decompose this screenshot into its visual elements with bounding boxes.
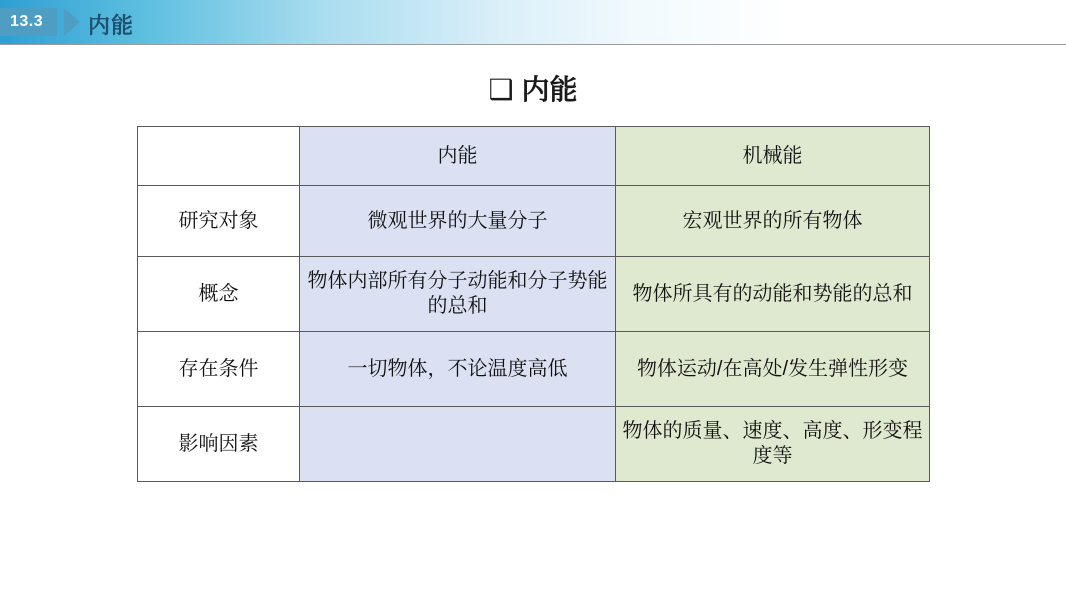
table-row <box>138 332 930 407</box>
row-label-research-object: 研究对象 <box>138 186 300 257</box>
table-row <box>138 257 930 332</box>
cell-mechanical-concept: 物体所具有的动能和势能的总和 <box>616 257 930 332</box>
table-row <box>138 407 930 482</box>
cell-internal-concept: 物体内部所有分子动能和分子势能的总和 <box>300 257 616 332</box>
cell-internal-influencing-factors <box>300 407 616 482</box>
header-banner <box>0 0 1066 44</box>
page-title <box>0 68 1066 108</box>
cell-internal-existence-condition: 一切物体，不论温度高低 <box>300 332 616 407</box>
column-header-mechanical-energy: 机械能 <box>616 127 930 186</box>
chip-arrow-icon <box>64 8 80 36</box>
header-title: 内能 <box>88 13 135 38</box>
row-label-concept: 概念 <box>138 257 300 332</box>
column-header-internal-energy: 内能 <box>300 127 616 186</box>
cell-mechanical-research-object: 宏观世界的所有物体 <box>616 186 930 257</box>
cell-mechanical-influencing-factors: 物体的质量、速度、高度、形变程度等 <box>616 407 930 482</box>
row-label-influencing-factors: 影响因素 <box>138 407 300 482</box>
page-title-text: 内能 <box>521 74 578 105</box>
row-label-existence-condition: 存在条件 <box>138 332 300 407</box>
cell-mechanical-existence-condition: 物体运动/在高处/发生弹性形变 <box>616 332 930 407</box>
table-header-row <box>138 127 930 186</box>
table-row <box>138 186 930 257</box>
cell-internal-research-object: 微观世界的大量分子 <box>300 186 616 257</box>
table-corner-cell <box>138 127 300 186</box>
section-number-label: 13.3 <box>10 13 44 30</box>
comparison-table-wrapper <box>137 126 929 482</box>
header-divider <box>0 44 1066 45</box>
square-bullet-icon: ❑ <box>488 74 514 105</box>
comparison-table <box>137 126 930 482</box>
section-number-chip <box>0 8 57 36</box>
